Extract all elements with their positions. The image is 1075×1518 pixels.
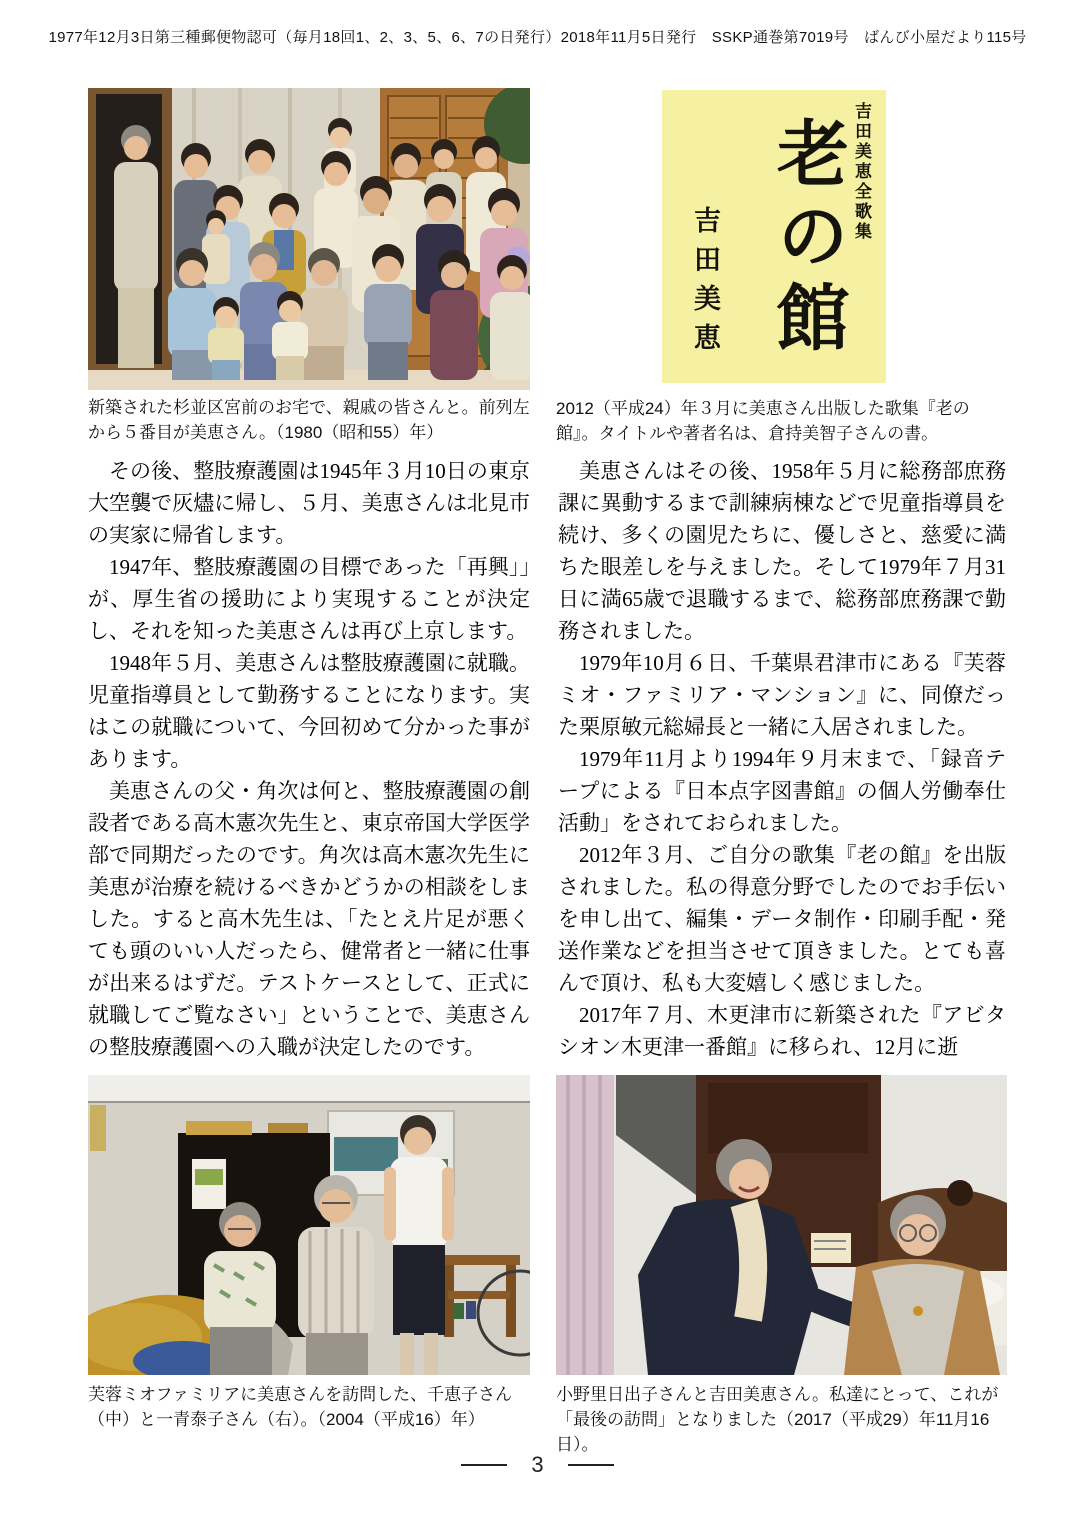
paragraph: 1947年、整肢療護園の目標であった「再興」」が、厚生省の援助により実現することが決定し、それを知った美恵さんは再び上京します。 [88, 555, 530, 643]
book-cover [662, 90, 886, 383]
paragraph: 美恵さんはその後、1958年５月に総務部庶務課に異動するまで訓練病棟などで児童指導員を続け、多くの園児たちに、優しさと、慈愛に満ちた眼差しを与えました。そして1979年７月31日に満65歳で退職するまで、総務部庶務課で勤務されました。 [558, 459, 1006, 643]
visit-2017-photo [556, 1075, 1007, 1375]
paragraph: 1948年５月、美恵さんは整肢療護園に就職。児童指導員として勤務することになります。実はこの就職について、今回初めて分かった事があります。 [88, 651, 530, 771]
family-photo [88, 88, 530, 390]
paragraph: 2017年７月、木更津市に新築された『アビタシオン木更津一番館』に移られ、12月に逝 [558, 1003, 1006, 1059]
body-column-right [558, 455, 1006, 1063]
paragraph: 美恵さんの父・角次は何と、整肢療護園の創設者である高木憲次先生と、東京帝国大学医学部で同期だったのです。角次は高木憲次先生に美恵が治療を続けるべきかどうかの相談をしました。すると高木先生は、「たとえ片足が悪くても頭のいい人だったら、健常者と一緒に仕事が出来るはずだ。テストケースとして、正式に就職してご覧なさい」ということで、美恵さんの整肢療護園への入職が決定したのです。 [88, 779, 530, 1059]
publication-header: 1977年12月3日第三種郵便物認可（毎月18回1、2、3、5、6、7の日発行）2018年11月5日発行 SSKP通巻第7019号 ばんび小屋だより115号 [48, 29, 1027, 46]
book-title-calligraphy: 老の館 [766, 116, 846, 362]
paragraph: 2012年３月、ご自分の歌集『老の館』を出版されました。私の得意分野でしたのでお手伝いを申し出て、編集・データ制作・印刷手配・発送作業などを担当させて頂きました。とても喜んで頂け、私も大変嬉しく感じました。 [558, 843, 1006, 995]
paragraph: 1979年10月６日、千葉県君津市にある『芙蓉ミオ・ファミリア・マンション』に、同僚だった栗原敏元総婦長と一緒に入居されました。 [558, 651, 1006, 739]
paragraph: その後、整肢療護園は1945年３月10日の東京大空襲で灰燼に帰し、５月、美恵さんは北見市の実家に帰省します。 [88, 459, 530, 547]
footer-right-dash [568, 1464, 614, 1466]
paragraph: 1979年11月より1994年９月末まで、「録音テープによる『日本点字図書館』の個人労働奉仕活動」をされておられました。 [558, 747, 1006, 835]
visit-2017-caption: 小野里日出子さんと吉田美恵さん。私達にとって、これが「最後の訪問」となりました（2017（平成29）年11月16日）。 [556, 1385, 999, 1454]
book-series-title: 吉田美恵全歌集 [852, 102, 871, 242]
body-column-left [88, 455, 530, 1063]
visit-2004-photo-illustration [88, 1075, 530, 1375]
book-author-calligraphy: 吉田美恵 [690, 206, 720, 362]
page-footer [0, 1452, 1075, 1478]
visit-2017-photo-illustration [556, 1075, 1007, 1375]
visit-2004-photo [88, 1075, 530, 1375]
page-number: 3 [531, 1452, 544, 1477]
visit-2004-caption: 芙蓉ミオファミリアに美恵さんを訪問した、千恵子さん（中）と一青泰子さん（右）。（2004（平成16）年） [88, 1385, 513, 1429]
footer-left-dash [461, 1464, 507, 1466]
book-cover-caption: 2012（平成24）年３月に美恵さん出版した歌集『老の館』。タイトルや著者名は、倉持美智子さんの書。 [556, 399, 970, 443]
family-photo-illustration [88, 88, 530, 390]
family-photo-caption: 新築された杉並区宮前のお宅で、親戚の皆さんと。前列左から５番目が美恵さん。（1980（昭和55）年） [88, 398, 530, 442]
